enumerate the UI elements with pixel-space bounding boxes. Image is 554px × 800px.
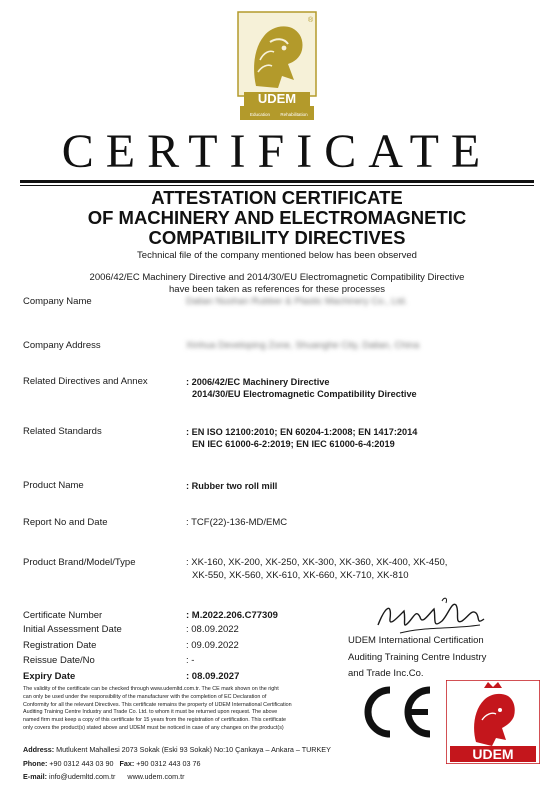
report-no-value: : TCF(22)-136-MD/EMC (186, 517, 288, 528)
udem-wordmark: UDEM (257, 91, 297, 106)
initial-assessment-label: Initial Assessment Date (23, 624, 122, 635)
footer-address (23, 745, 331, 755)
email-label: E-mail: (23, 772, 47, 781)
fax-label: Fax: (119, 759, 135, 768)
registered-mark: ® (308, 17, 314, 24)
company-address-value: Xinhua Developing Zone, Shuanghe City, Dalian, China (186, 340, 420, 351)
registration-date-value: : 09.09.2022 (186, 640, 239, 651)
expiry-date-label: Expiry Date (23, 671, 76, 682)
footer-phone-fax (23, 759, 200, 769)
fineprint-line: can only be used under the responsibility of the manufacturer with the completion of EC Declaration of (23, 693, 267, 700)
fineprint-line: Auditing Training Centre Industry and Trade Co. Ltd. to whom it must be returned upon request. The above (23, 709, 278, 716)
fineprint-block (23, 686, 363, 733)
ribbon-right-text: Rehabilitation (280, 112, 308, 117)
company-name-label: Company Name (23, 296, 92, 307)
brand-model-line-2: XK-550, XK-560, XK-610, XK-660, XK-710, XK-810 (192, 570, 409, 581)
website-link[interactable]: www.udem.com.tr (127, 772, 185, 781)
report-no-label: Report No and Date (23, 517, 108, 528)
brand-model-label: Product Brand/Model/Type (23, 557, 136, 568)
footer-email-web (23, 772, 185, 782)
standards-label: Related Standards (23, 426, 102, 437)
registration-date-label: Registration Date (23, 640, 97, 651)
title-rule-thin (20, 185, 534, 186)
product-name-label: Product Name (23, 480, 84, 491)
standards-line-2: EN IEC 61000-6-2:2019; EN IEC 61000-6-4:2019 (192, 439, 395, 449)
title-rule-thick (20, 180, 534, 183)
address-label: Address: (23, 745, 55, 754)
udem-logo-top (230, 8, 324, 132)
standards-line-1: : EN ISO 12100:2010; EN 60204-1:2008; EN 1417:2014 (186, 427, 418, 437)
product-name-value: : Rubber two roll mill (186, 481, 278, 491)
fineprint-line: named firm must keep a copy of this certificate for 15 years from the registration of certification. This certificate (23, 717, 286, 724)
intro-line-1: Technical file of the company mentioned below has been observed (137, 250, 417, 261)
brand-model-line-1: : XK-160, XK-200, XK-250, XK-300, XK-360, XK-400, XK-450, (186, 557, 448, 568)
address-value: Mutlukent Mahallesi 2073 Sokak (Eski 93 Sokak) No:10 Çankaya – Ankara – TURKEY (56, 745, 331, 754)
directives-line-2: 2014/30/EU Electromagnetic Compatibility Directive (192, 389, 417, 399)
expiry-date-value: : 08.09.2027 (186, 671, 240, 682)
company-address-label: Company Address (23, 340, 101, 351)
reissue-value: : - (186, 655, 195, 666)
intro-line-3: have been taken as references for these processes (169, 284, 385, 295)
issuer-line-2: Auditing Training Centre Industry (348, 652, 487, 663)
fax-value: +90 0312 443 03 76 (136, 759, 201, 768)
udem-logo-bottom (446, 680, 540, 764)
certificate-title: CERTIFICATE (61, 125, 493, 178)
initial-assessment-value: : 08.09.2022 (186, 624, 239, 635)
directives-line-1: : 2006/42/EC Machinery Directive (186, 377, 330, 387)
phone-value: +90 0312 443 03 90 (49, 759, 114, 768)
intro-line-2: 2006/42/EC Machinery Directive and 2014/30/EU Electromagnetic Compatibility Directive (89, 272, 465, 283)
udem-wordmark-bottom: UDEM (472, 746, 514, 762)
ribbon-left-text: Education (249, 112, 271, 117)
phone-label: Phone: (23, 759, 48, 768)
heading-line-2: OF MACHINERY AND ELECTROMAGNETIC (87, 207, 467, 228)
ce-mark (356, 682, 438, 742)
issuer-line-1: UDEM International Certification (348, 635, 484, 646)
issuer-line-3: and Trade Inc.Co. (348, 668, 424, 679)
directives-label: Related Directives and Annex (23, 376, 148, 387)
heading-line-3: COMPATIBILITY DIRECTIVES (148, 227, 406, 248)
fineprint-line: Conformity for all the relevant Directives. This certificate remains the property of UDEM International Certification (23, 701, 292, 708)
certificate-number-value: : M.2022.206.C77309 (186, 610, 278, 621)
fineprint-line: The validity of the certificate can be checked through www.udemltd.com.tr. The CE mark shown on the right (23, 686, 279, 692)
company-name-value: Dalian Nuohan Rubber & Plastic Machinery Co., Ltd. (186, 296, 408, 307)
reissue-label: Reissue Date/No (23, 655, 95, 666)
fineprint-line: only covers the product(s) stated above and UDEM must be noticed in case of any changes on the product(s) (23, 724, 284, 731)
certificate-number-label: Certificate Number (23, 610, 103, 621)
ce-mark-text: CE (356, 682, 358, 683)
heading-line-1: ATTESTATION CERTIFICATE (151, 187, 403, 208)
email-link[interactable]: info@udemltd.com.tr (48, 772, 116, 781)
